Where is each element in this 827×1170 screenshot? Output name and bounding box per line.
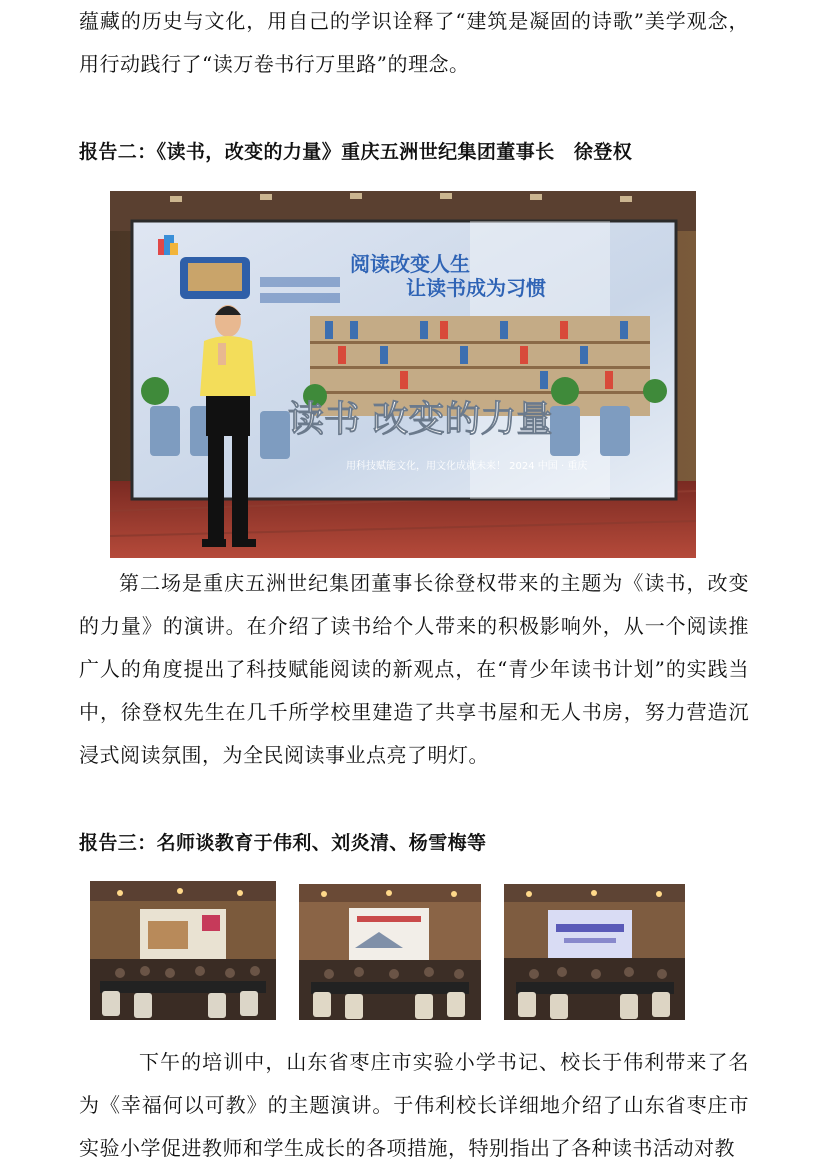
screen-headline-2: 让读书成为习惯 [406,276,546,300]
report2-speech-photo [110,191,696,558]
screen-tagline: 用科技赋能文化，用文化成就未来！ 2024 中国 · 重庆 [346,461,588,472]
report2-heading: 报告二：《读书，改变的力量》重庆五洲世纪集团董事长 徐登权 [79,141,633,163]
intro-paragraph: 蕴藏的历史与文化，用自己的学识诠释了“建筑是凝固的诗歌”美学观念，用行动践行了“读万卷书行万里路”的理念。 [79,9,749,76]
report3-photo-1 [90,881,276,1020]
report3-heading: 报告三：名师谈教育于伟利、刘炎清、杨雪梅等 [79,832,487,854]
report2-paragraph: 第二场是重庆五洲世纪集团董事长徐登权带来的主题为《读书，改变的力量》的演讲。在介绍了读书给个人带来的积极影响外，从一个阅读推广人的角度提出了科技赋能阅读的新观点，在“青少年读书计划”的实践当中，徐登权先生在几千所学校里建造了共享书屋和无人书房，努力营造沉浸式阅读氛围，为全民阅读事业点亮了明灯。 [79,571,749,767]
screen [349,908,429,960]
screen [548,910,632,958]
screen-main-title: 读书 改变的力量 [288,398,553,440]
report3-photo-2 [299,884,481,1020]
screen-headline-1: 阅读改变人生 [350,252,470,276]
report3-photo-3 [504,884,685,1020]
report3-paragraph: 下午的培训中，山东省枣庄市实验小学书记、校长于伟利带来了名为《幸福何以可教》的主题演讲。于伟利校长详细地介绍了山东省枣庄市实验小学促进教师和学生成长的各项措施，特别指出了各种读书活动对教 [79,1050,749,1160]
